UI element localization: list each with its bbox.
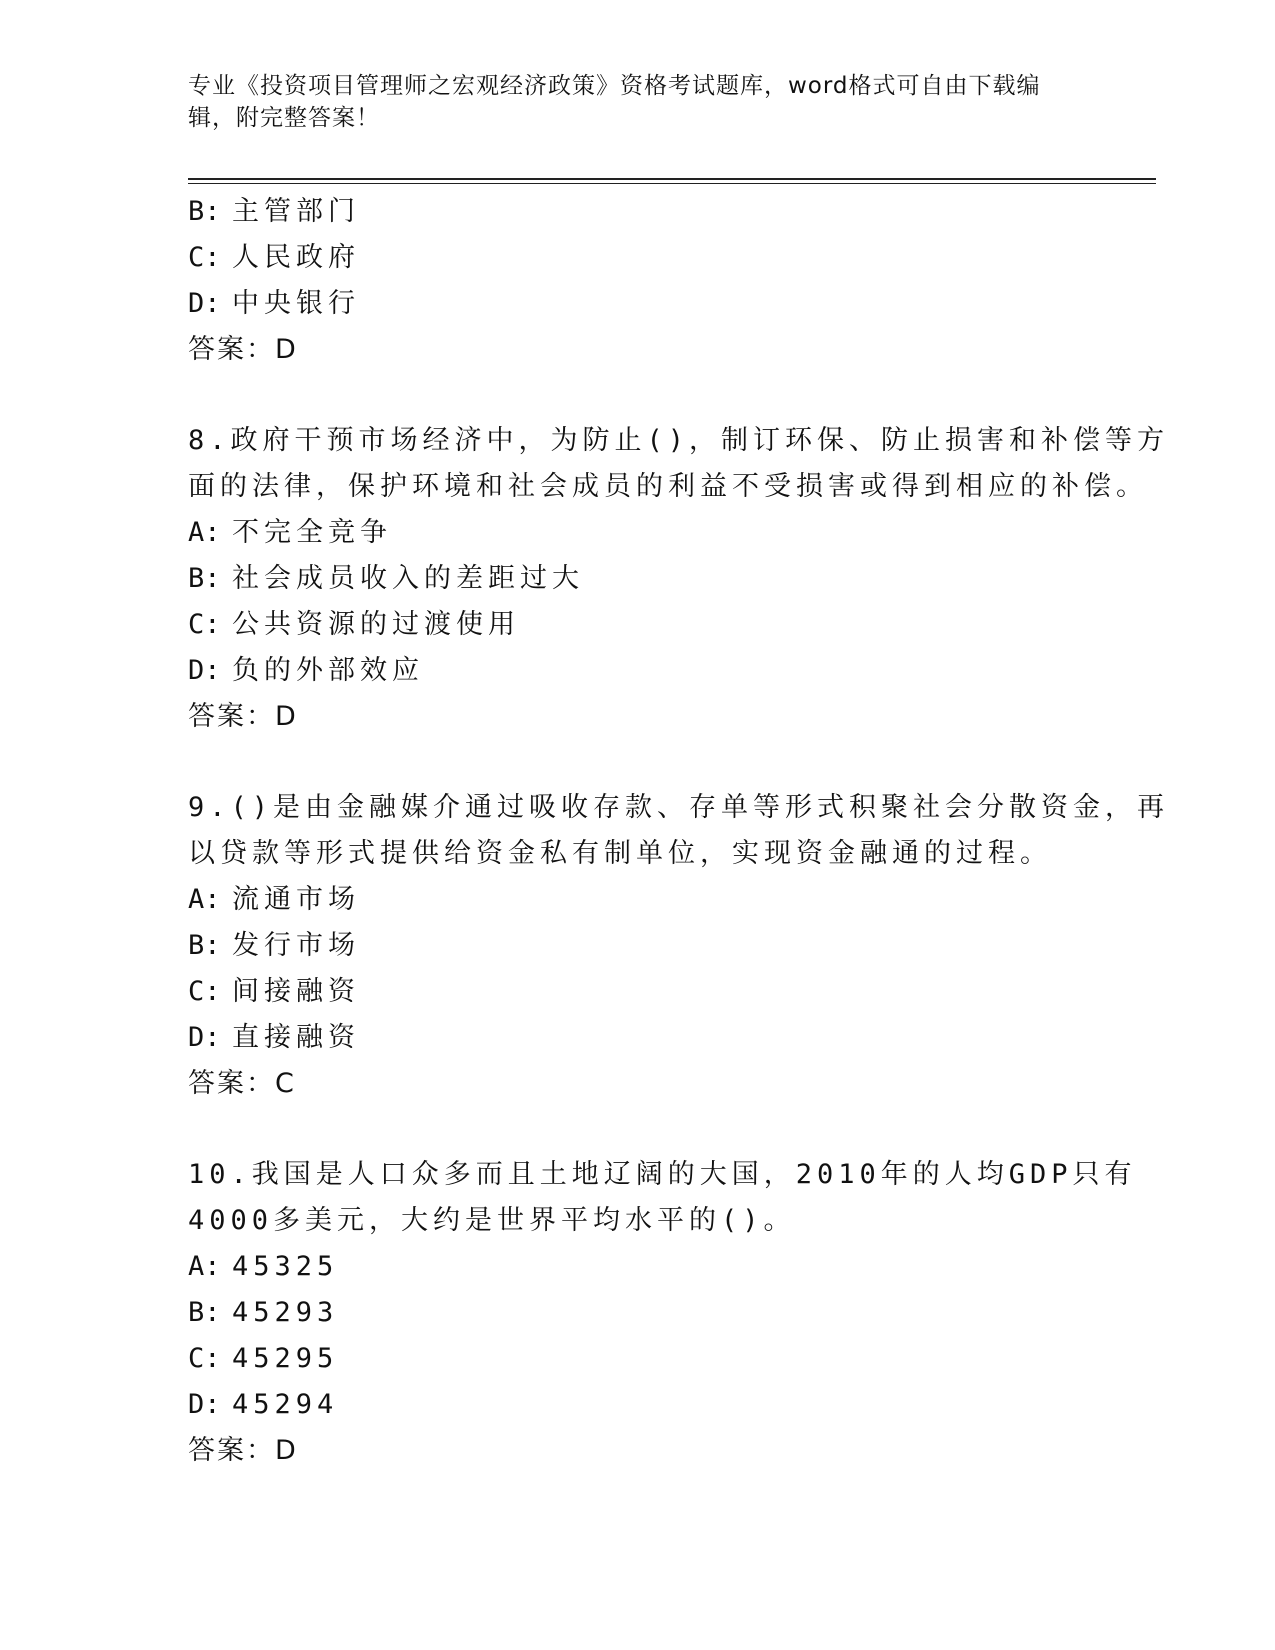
question-stem-line-2: 面的法律，保护环境和社会成员的利益不受损害或得到相应的补偿。 (188, 471, 1148, 502)
header-line-2: 辑，附完整答案！ (188, 105, 380, 131)
header-divider-thin (188, 183, 1156, 184)
question-stem-line-2: 以贷款等形式提供给资金私有制单位，实现资金融通的过程。 (188, 838, 1052, 869)
option-letter: A: (188, 884, 221, 915)
answer-line: 答案：D (188, 1435, 298, 1466)
option-a (188, 877, 1088, 923)
option-text: 45295 (232, 1343, 339, 1374)
option-letter: D: (188, 288, 221, 319)
spacer (188, 1107, 1088, 1152)
option-c (188, 235, 1088, 281)
question-stem-line-1: 10.我国是人口众多而且土地辽阔的大国，2010年的人均GDP只有 (188, 1159, 1137, 1190)
option-d (188, 1382, 1088, 1428)
option-d (188, 648, 1088, 694)
option-letter: B: (188, 930, 221, 961)
header-line-1: 专业《投资项目管理师之宏观经济政策》资格考试题库，word格式可自由下载编 (188, 73, 1041, 99)
option-letter: B: (188, 1297, 221, 1328)
option-text: 发行市场 (232, 930, 360, 961)
option-b (188, 556, 1088, 602)
option-b (188, 1290, 1088, 1336)
option-text: 45294 (232, 1389, 339, 1420)
option-text: 流通市场 (232, 884, 360, 915)
question-stem-line-1: 8.政府干预市场经济中，为防止()，制订环保、防止损害和补偿等方 (188, 425, 1170, 456)
answer-line: 答案：C (188, 1068, 296, 1099)
option-letter: A: (188, 517, 221, 548)
option-letter: D: (188, 1022, 221, 1053)
option-text: 45293 (232, 1297, 339, 1328)
option-letter: C: (188, 976, 221, 1007)
option-b (188, 923, 1088, 969)
option-c (188, 1336, 1088, 1382)
option-text: 不完全竞争 (232, 517, 392, 548)
spacer (188, 740, 1088, 785)
option-a (188, 510, 1088, 556)
option-c (188, 602, 1088, 648)
option-letter: C: (188, 1343, 221, 1374)
option-letter: D: (188, 655, 221, 686)
option-text: 45325 (232, 1251, 339, 1282)
option-d (188, 1015, 1088, 1061)
spacer (188, 373, 1088, 418)
question-stem-line-2: 4000多美元，大约是世界平均水平的()。 (188, 1205, 796, 1236)
document-header (188, 70, 1068, 134)
option-c (188, 969, 1088, 1015)
question-8 (188, 418, 1170, 740)
option-letter: D: (188, 1389, 221, 1420)
option-letter: B: (188, 196, 221, 227)
option-text: 间接融资 (232, 976, 360, 1007)
question-stem-line-1: 9.()是由金融媒介通过吸收存款、存单等形式积聚社会分散资金，再 (188, 792, 1170, 823)
header-divider-thick (188, 178, 1156, 180)
option-letter: B: (188, 563, 221, 594)
answer-line: 答案：D (188, 701, 298, 732)
question-9 (188, 785, 1170, 1107)
option-text: 公共资源的过渡使用 (232, 609, 520, 640)
question-10 (188, 1152, 1137, 1474)
option-letter: A: (188, 1251, 221, 1282)
option-text: 中央银行 (232, 288, 360, 319)
option-a (188, 1244, 1088, 1290)
option-letter: C: (188, 242, 221, 273)
option-text: 人民政府 (232, 242, 360, 273)
option-text: 直接融资 (232, 1022, 360, 1053)
option-d (188, 281, 1088, 327)
question-list (188, 189, 1170, 1474)
option-text: 社会成员收入的差距过大 (232, 563, 584, 594)
option-text: 负的外部效应 (232, 655, 424, 686)
question-7-tail (188, 189, 1088, 373)
option-text: 主管部门 (232, 196, 360, 227)
option-b (188, 189, 1088, 235)
option-letter: C: (188, 609, 221, 640)
answer-line: 答案：D (188, 334, 298, 365)
